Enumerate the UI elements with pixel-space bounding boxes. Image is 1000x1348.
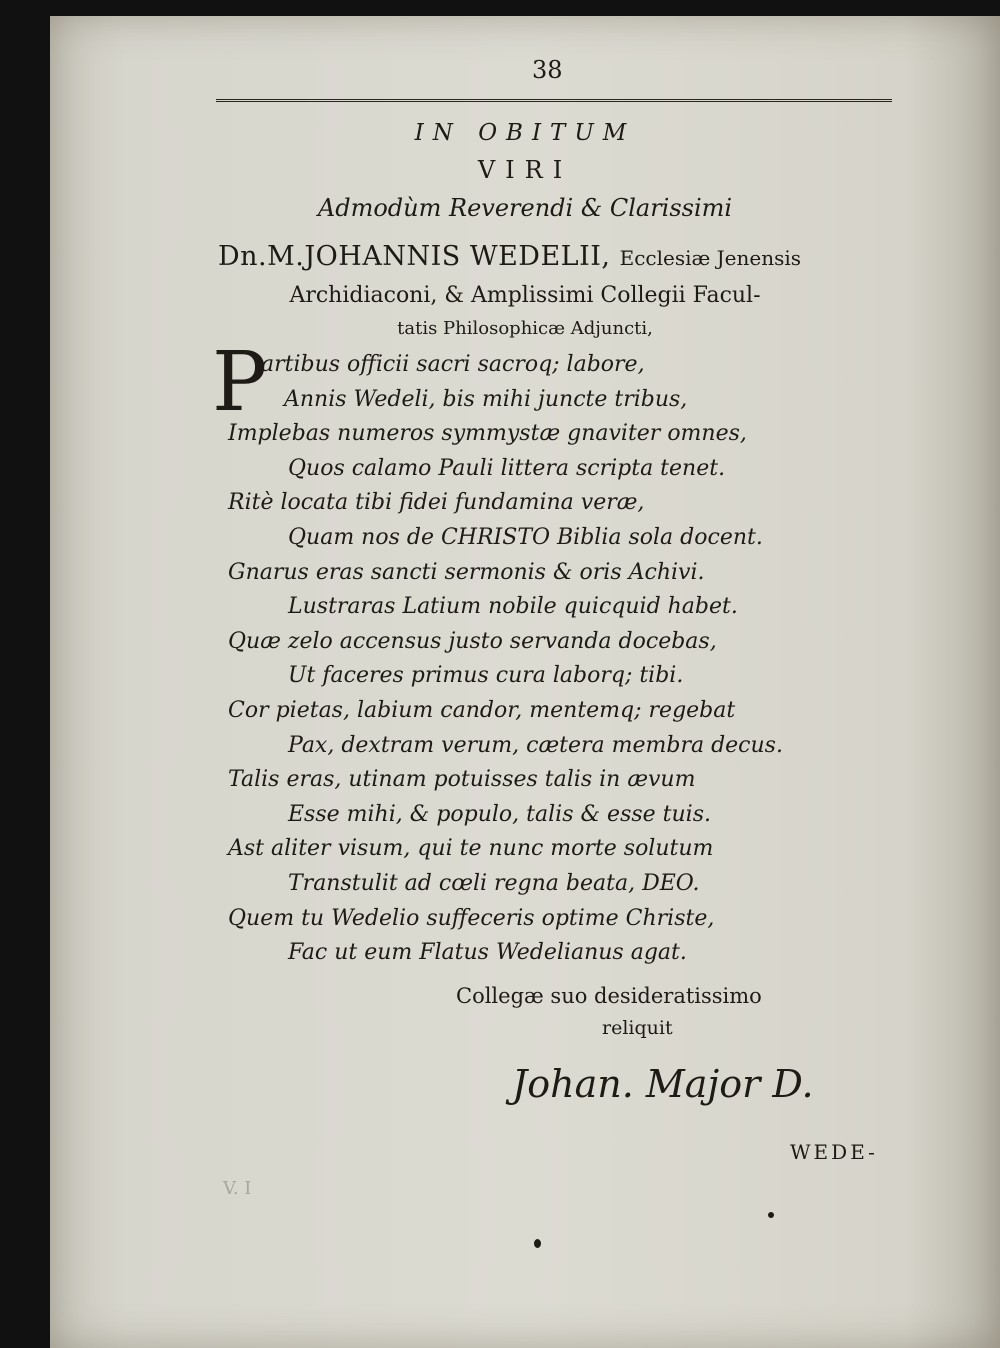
drop-cap: P: [212, 335, 268, 430]
ink-speck: [768, 1212, 774, 1218]
office-line-2: tatis Philosophicæ Adjuncti,: [397, 318, 653, 339]
heading-honorific: Admodùm Reverendi & Clarissimi: [317, 194, 733, 222]
poem-line: Quam nos de CHRISTO Biblia sola docent.: [288, 525, 763, 550]
page-number: 38: [532, 56, 563, 84]
poem-line: Implebas numeros symmystæ gnaviter omnes,: [228, 421, 747, 446]
poem-line: artibus officii sacri sacroq; labore,: [261, 352, 645, 377]
dedicatee-name: Dn.M.JOHANNIS WEDELII,: [218, 241, 611, 272]
poem-line: Gnarus eras sancti sermonis & oris Achivi.: [228, 560, 705, 585]
poem-line: Quæ zelo accensus justo servanda docebas,: [228, 629, 717, 654]
signoff-line-1: Collegæ suo desideratissimo: [456, 984, 762, 1008]
poem-line: Talis eras, utinam potuisses talis in ævum: [228, 767, 696, 792]
poem-line: Ritè locata tibi fidei fundamina veræ,: [228, 490, 645, 515]
poem-line: Quem tu Wedelio suffeceris optime Christe,: [228, 906, 715, 931]
poem-line: Quos calamo Pauli littera scripta tenet.: [288, 456, 726, 481]
poem-line: Ast aliter visum, qui te nunc morte solutum: [228, 836, 714, 861]
dedicatee-church: Ecclesiæ Jenensis: [619, 246, 802, 270]
dedicatee-name-line: [218, 241, 801, 272]
header-rule: [216, 99, 892, 102]
ink-speck: [534, 1239, 541, 1248]
catchword: WEDE-: [790, 1140, 878, 1164]
poem-line: Fac ut eum Flatus Wedelianus agat.: [288, 940, 687, 965]
poem-line: Ut faceres primus cura laborq; tibi.: [288, 663, 684, 688]
signature: Johan. Major D.: [512, 1062, 814, 1106]
poem-line: Cor pietas, labium candor, mentemq; regebat: [228, 698, 736, 723]
poem-line: Lustraras Latium nobile quicquid habet.: [288, 594, 738, 619]
poem-line: Esse mihi, & populo, talis & esse tuis.: [288, 802, 711, 827]
poem-line: Transtulit ad cœli regna beata, DEO.: [288, 871, 700, 896]
heading-viri: VIRI: [477, 156, 573, 184]
office-line-1: Archidiaconi, & Amplissimi Collegii Facul-: [289, 283, 761, 308]
stamp-mark: V. I: [223, 1178, 252, 1199]
heading-in-obitum: IN OBITUM: [414, 120, 636, 146]
book-page: [50, 16, 1000, 1348]
signoff-line-2: reliquit: [602, 1017, 673, 1039]
poem-line: Pax, dextram verum, cætera membra decus.: [288, 733, 783, 758]
poem-line: Annis Wedeli, bis mihi juncte tribus,: [284, 387, 688, 412]
